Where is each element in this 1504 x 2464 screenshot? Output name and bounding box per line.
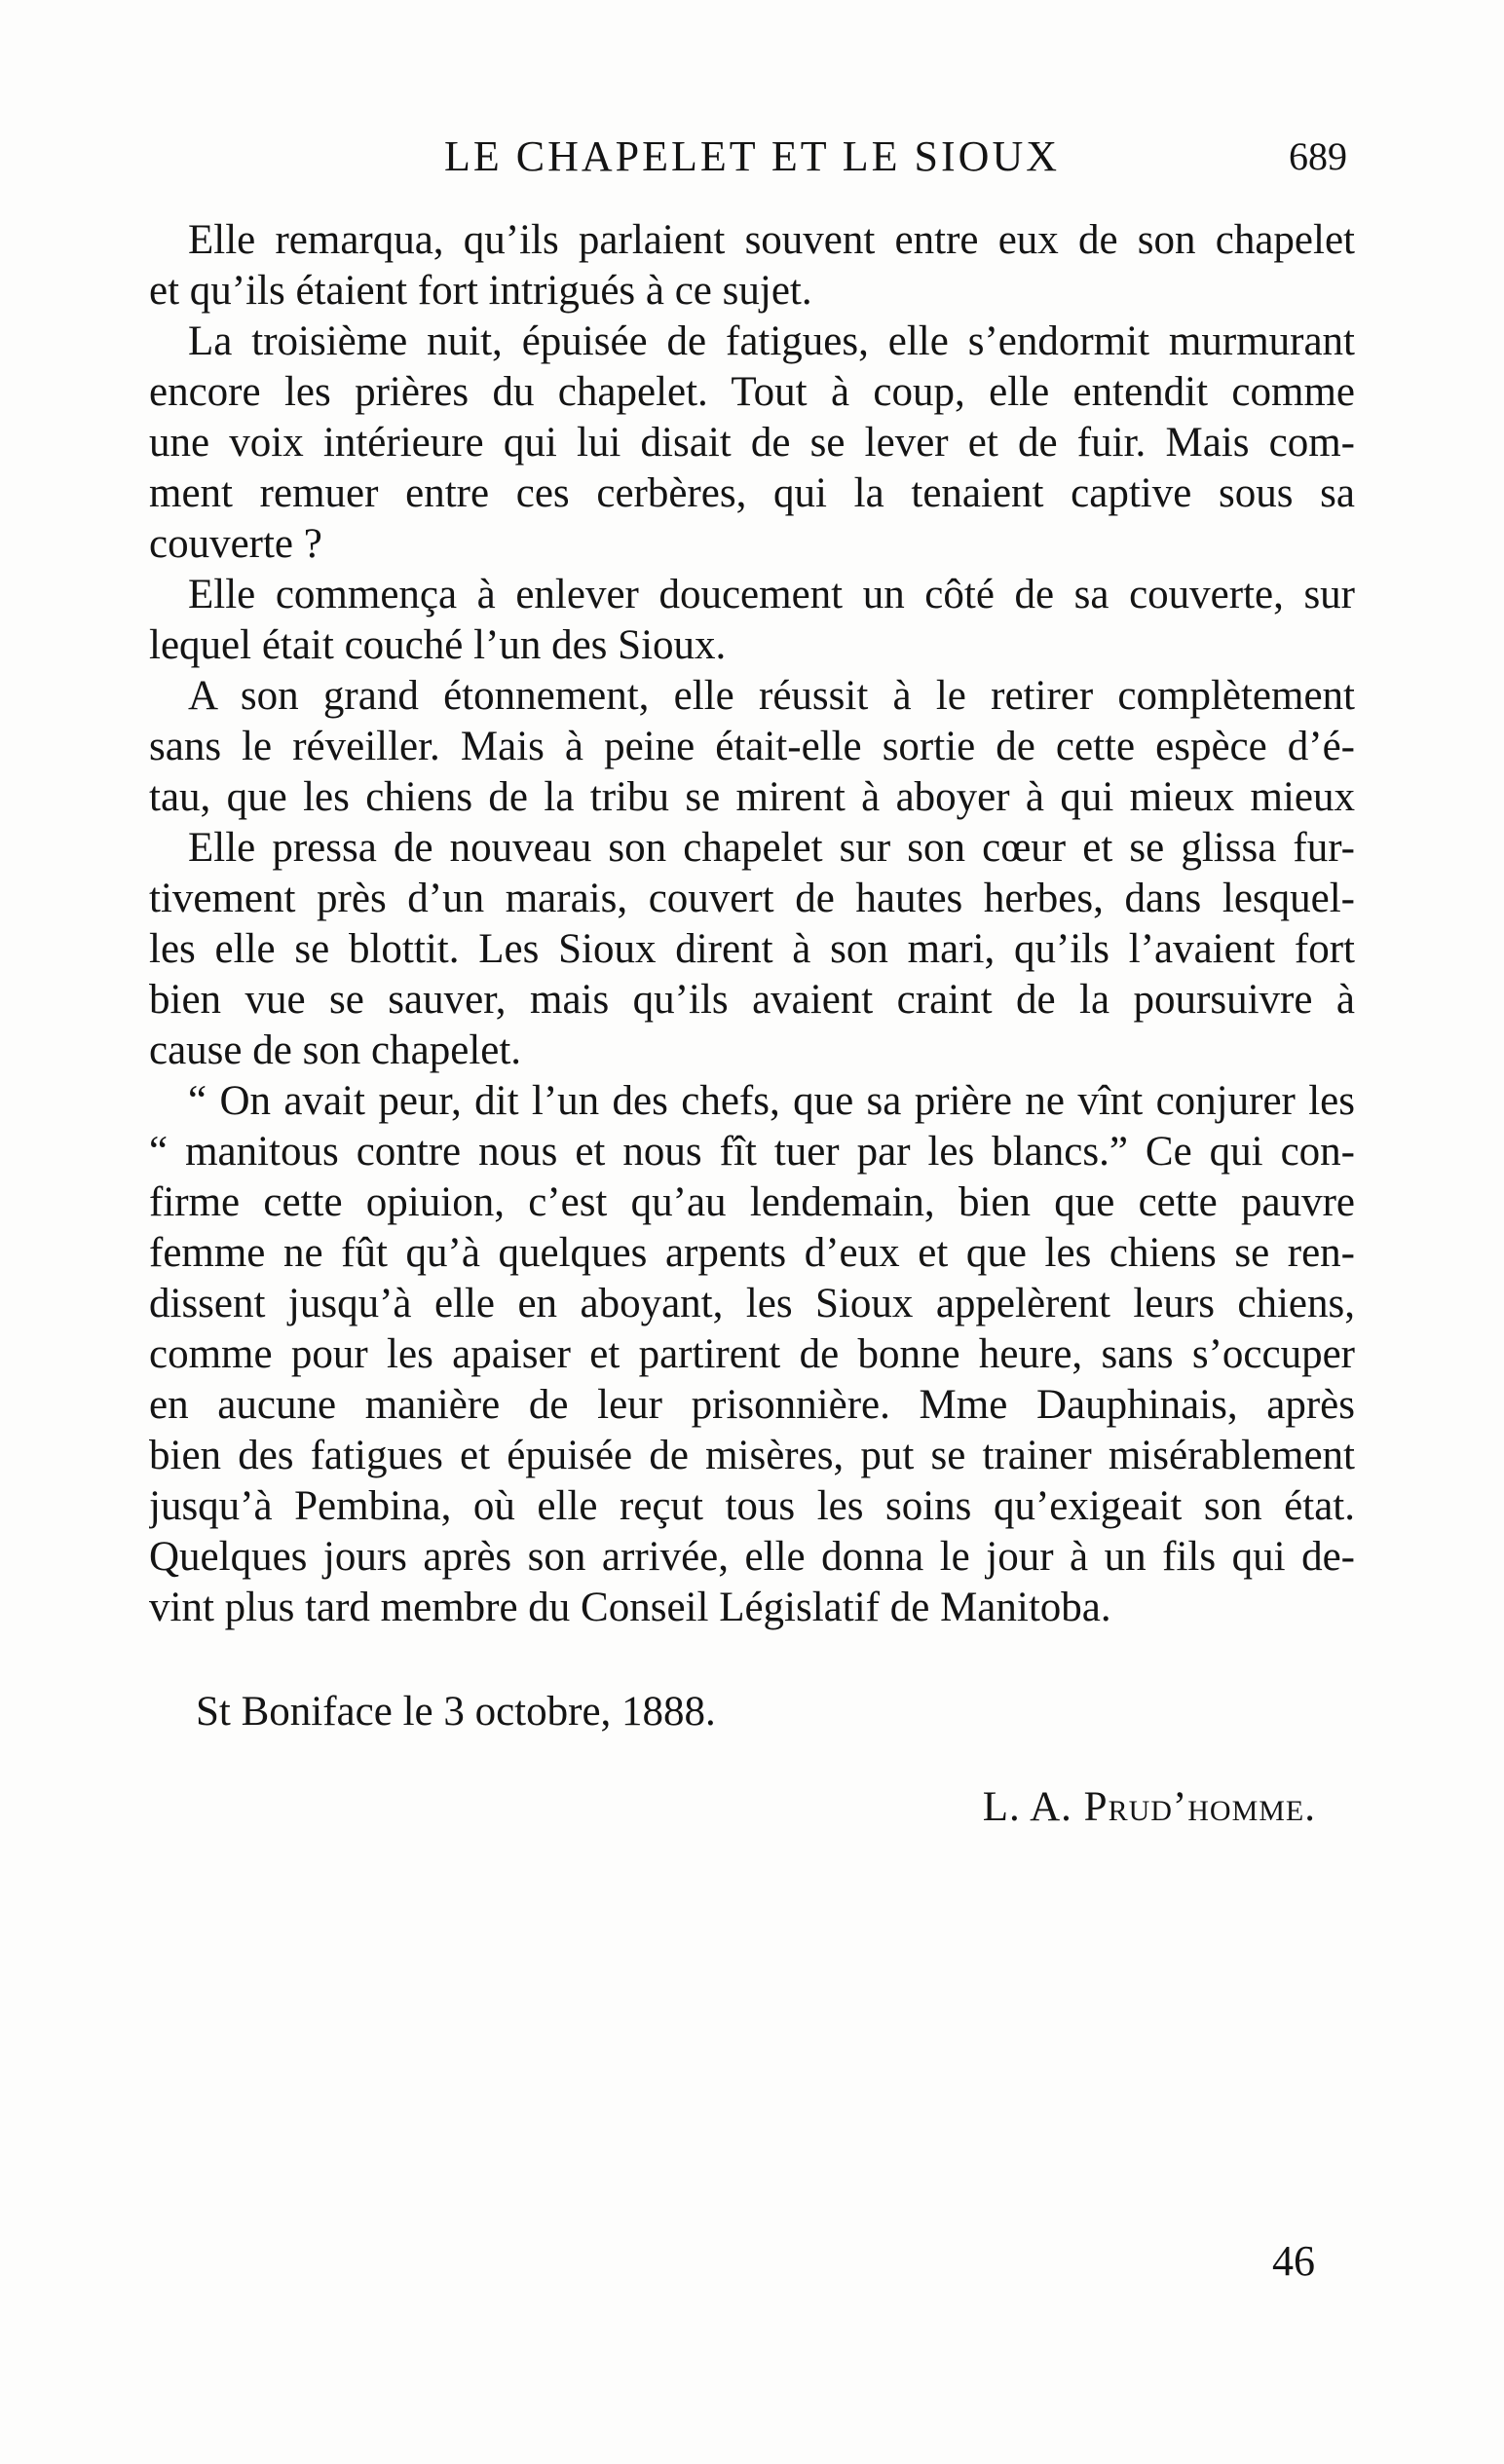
text-line: femme ne fût qu’à quelques arpents d’eux et que les chiens se ren- [149,1230,1355,1276]
text-line: tivement près d’un marais, couvert de hautes herbes, dans lesquel- [149,876,1355,921]
body-text [149,215,1355,1633]
text-line: “ On avait peur, dit l’un des chefs, que sa prière ne vînt conjurer les [188,1078,1355,1124]
paragraph [149,1076,1355,1633]
signature-mark: 46 [1272,2237,1315,2285]
text-line: une voix intérieure qui lui disait de se lever et de fuir. Mais com- [149,420,1355,466]
paragraph [149,823,1355,1076]
paragraph [149,215,1355,317]
text-line: Elle remarqua, qu’ils parlaient souvent entre eux de son chapelet [188,217,1355,263]
text-line: A son grand étonnement, elle réussit à le retirer complètement [188,673,1355,719]
text-line: La troisième nuit, épuisée de fatigues, elle s’endormit murmurant [188,318,1355,364]
text-line: comme pour les apaiser et partirent de bonne heure, sans s’occuper [149,1331,1355,1377]
text-line: dissent jusqu’à elle en aboyant, les Sioux appelèrent leurs chiens, [149,1281,1355,1326]
text-line: Quelques jours après son arrivée, elle donna le jour à un fils qui de- [149,1534,1355,1580]
running-head: LE CHAPELET ET LE SIOUX [444,132,1060,180]
paragraph [149,570,1355,671]
text-line: encore les prières du chapelet. Tout à coup, elle entendit comme [149,369,1355,415]
text-line: les elle se blottit. Les Sioux dirent à son mari, qu’ils l’avaient fort [149,926,1355,972]
text-line: tau, que les chiens de la tribu se mirent à aboyer à qui mieux mieux [149,774,1355,820]
text-line: Elle pressa de nouveau son chapelet sur son cœur et se glissa fur- [188,825,1355,871]
paragraph [149,671,1355,823]
text-line: lequel était couché l’un des Sioux. [149,622,727,668]
paragraph [149,317,1355,570]
text-line: firme cette opiuion, c’est qu’au lendemain, bien que cette pauvre [149,1179,1355,1225]
text-line: couverte ? [149,521,322,567]
text-line: et qu’ils étaient fort intrigués à ce sujet. [149,268,812,314]
text-line: sans le réveiller. Mais à peine était-elle sortie de cette espèce d’é- [149,724,1355,769]
text-line: bien vue se sauver, mais qu’ils avaient craint de la poursuivre à [149,977,1355,1023]
text-line: ment remuer entre ces cerbères, qui la tenaient captive sous sa [149,470,1355,516]
text-line: vint plus tard membre du Conseil Législatif de Manitoba. [149,1585,1111,1630]
place-date: St Boniface le 3 octobre, 1888. [196,1689,716,1735]
page-number: 689 [1289,134,1347,178]
author-signature: L. A. Prud’homme. [982,1784,1316,1830]
text-line: cause de son chapelet. [149,1027,522,1073]
text-line: jusqu’à Pembina, où elle reçut tous les soins qu’exigeait son état. [149,1483,1355,1529]
text-line: Elle commença à enlever doucement un côté de sa couverte, sur [188,572,1355,617]
text-line: en aucune manière de leur prisonnière. Mme Dauphinais, après [149,1382,1355,1428]
text-line: bien des fatigues et épuisée de misères, put se trainer misérablement [149,1433,1355,1478]
text-line: “ manitous contre nous et nous fît tuer par les blancs.” Ce qui con- [149,1129,1355,1175]
